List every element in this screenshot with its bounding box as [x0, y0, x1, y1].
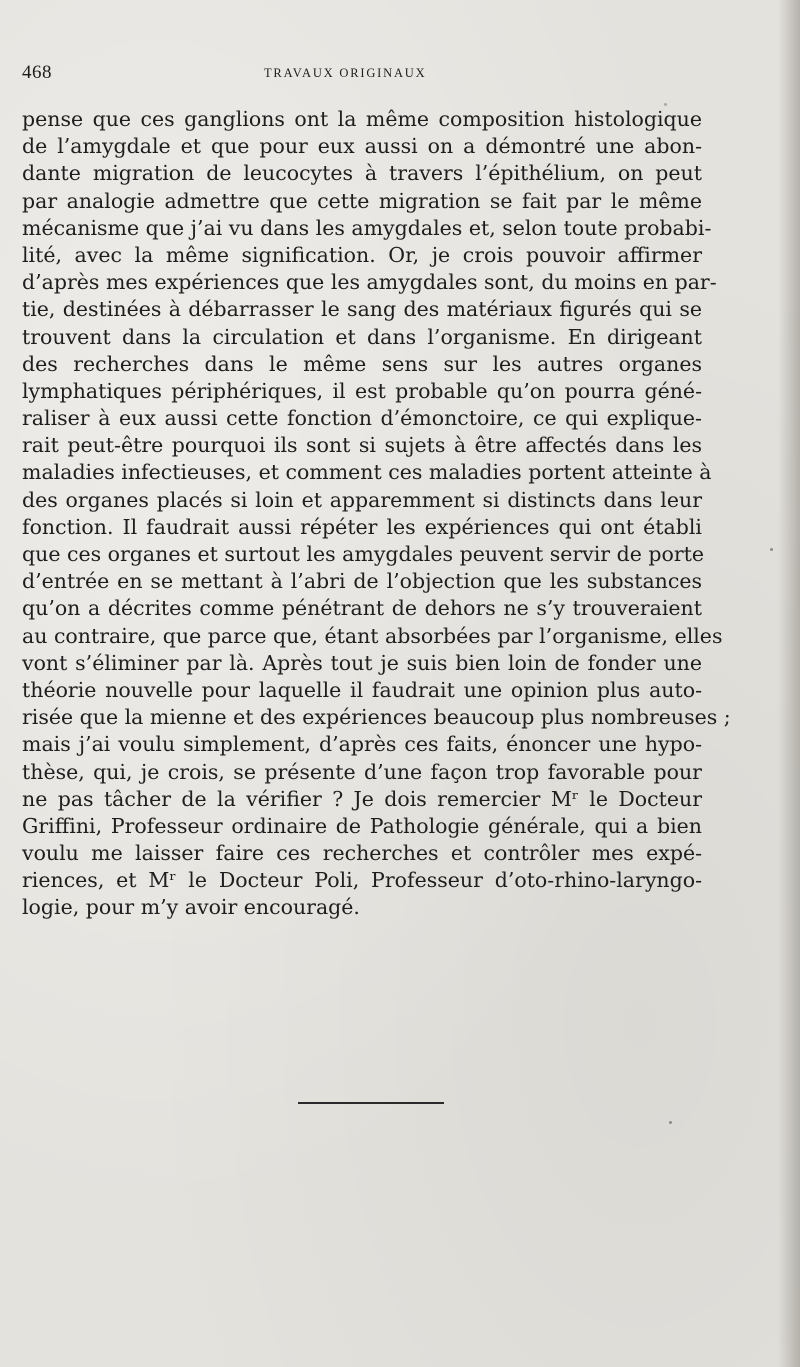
page-number: 468 — [22, 62, 52, 83]
text-line: mais j’ai voulu simplement, d’après ces faits, énoncer une hypo- — [22, 732, 702, 757]
text-line: d’après mes expériences que les amygdales sont, du moins en par- — [22, 270, 717, 295]
text-line: que ces organes et surtout les amygdales peuvent servir de porte — [22, 542, 705, 566]
text-line: de l’amygdale et que pour eux aussi on a démontré une abon- — [22, 134, 702, 159]
text-line: des organes placés si loin et apparemment si distincts dans leur — [22, 487, 702, 512]
body-paragraph — [22, 106, 731, 922]
page-header — [22, 62, 702, 86]
paper-speck — [770, 548, 773, 551]
text-line: ne pas tâcher de la vérifier ? Je dois remercier Mʳ le Docteur — [22, 786, 702, 811]
text-line: vont s’éliminer par là. Après tout je suis bien loin de fonder une — [22, 650, 702, 675]
text-line: mécanisme que j’ai vu dans les amygdales et, selon toute probabi- — [22, 215, 712, 240]
text-line: thèse, qui, je crois, se présente d’une façon trop favorable pour — [22, 759, 702, 784]
text-line: fonction. Il faudrait aussi répéter les expériences qui ont établi — [22, 514, 702, 539]
text-line: d’entrée en se mettant à l’abri de l’objection que les substances — [22, 569, 702, 594]
running-head: TRAVAUX ORIGINAUX — [264, 66, 427, 80]
text-line: par analogie admettre que cette migration se fait par le même — [22, 188, 702, 213]
paper-speck — [664, 103, 667, 106]
text-line: voulu me laisser faire ces recherches et contrôler mes expé- — [22, 841, 702, 866]
page-edge-shadow — [778, 0, 800, 1367]
text-line: dante migration de leucocytes à travers l’épithélium, on peut — [22, 161, 702, 186]
text-line: pense que ces ganglions ont la même composition histologique — [22, 107, 702, 131]
text-line: Griffini, Professeur ordinaire de Pathologie générale, qui a bien — [22, 813, 702, 838]
text-line: trouvent dans la circulation et dans l’organisme. En dirigeant — [22, 324, 702, 349]
text-line: risée que la mienne et des expériences beaucoup plus nombreuses ; — [22, 705, 731, 730]
paper-speck — [669, 1121, 672, 1124]
text-line: logie, pour m’y avoir encouragé. — [22, 895, 360, 920]
text-line: qu’on a décrites comme pénétrant de dehors ne s’y trouveraient — [22, 596, 702, 621]
text-line: rait peut-être pourquoi ils sont si sujets à être affectés dans les — [22, 433, 702, 458]
text-line: au contraire, que parce que, étant absorbées par l’organisme, elles — [22, 623, 723, 648]
text-line: riences, et Mʳ le Docteur Poli, Professeur d’oto-rhino-laryngo- — [22, 868, 702, 893]
text-line: lymphatiques périphériques, il est probable qu’on pourra géné- — [22, 378, 702, 403]
text-line: lité, avec la même signification. Or, je crois pouvoir affirmer — [22, 242, 702, 267]
text-line: théorie nouvelle pour laquelle il faudrait une opinion plus auto- — [22, 677, 702, 702]
section-end-rule — [298, 1102, 444, 1104]
text-line: tie, destinées à débarrasser le sang des matériaux figurés qui se — [22, 297, 702, 322]
text-line: maladies infectieuses, et comment ces maladies portent atteinte à — [22, 460, 712, 485]
text-line: raliser à eux aussi cette fonction d’émonctoire, ce qui explique- — [22, 406, 702, 431]
text-line: des recherches dans le même sens sur les autres organes — [22, 351, 702, 376]
